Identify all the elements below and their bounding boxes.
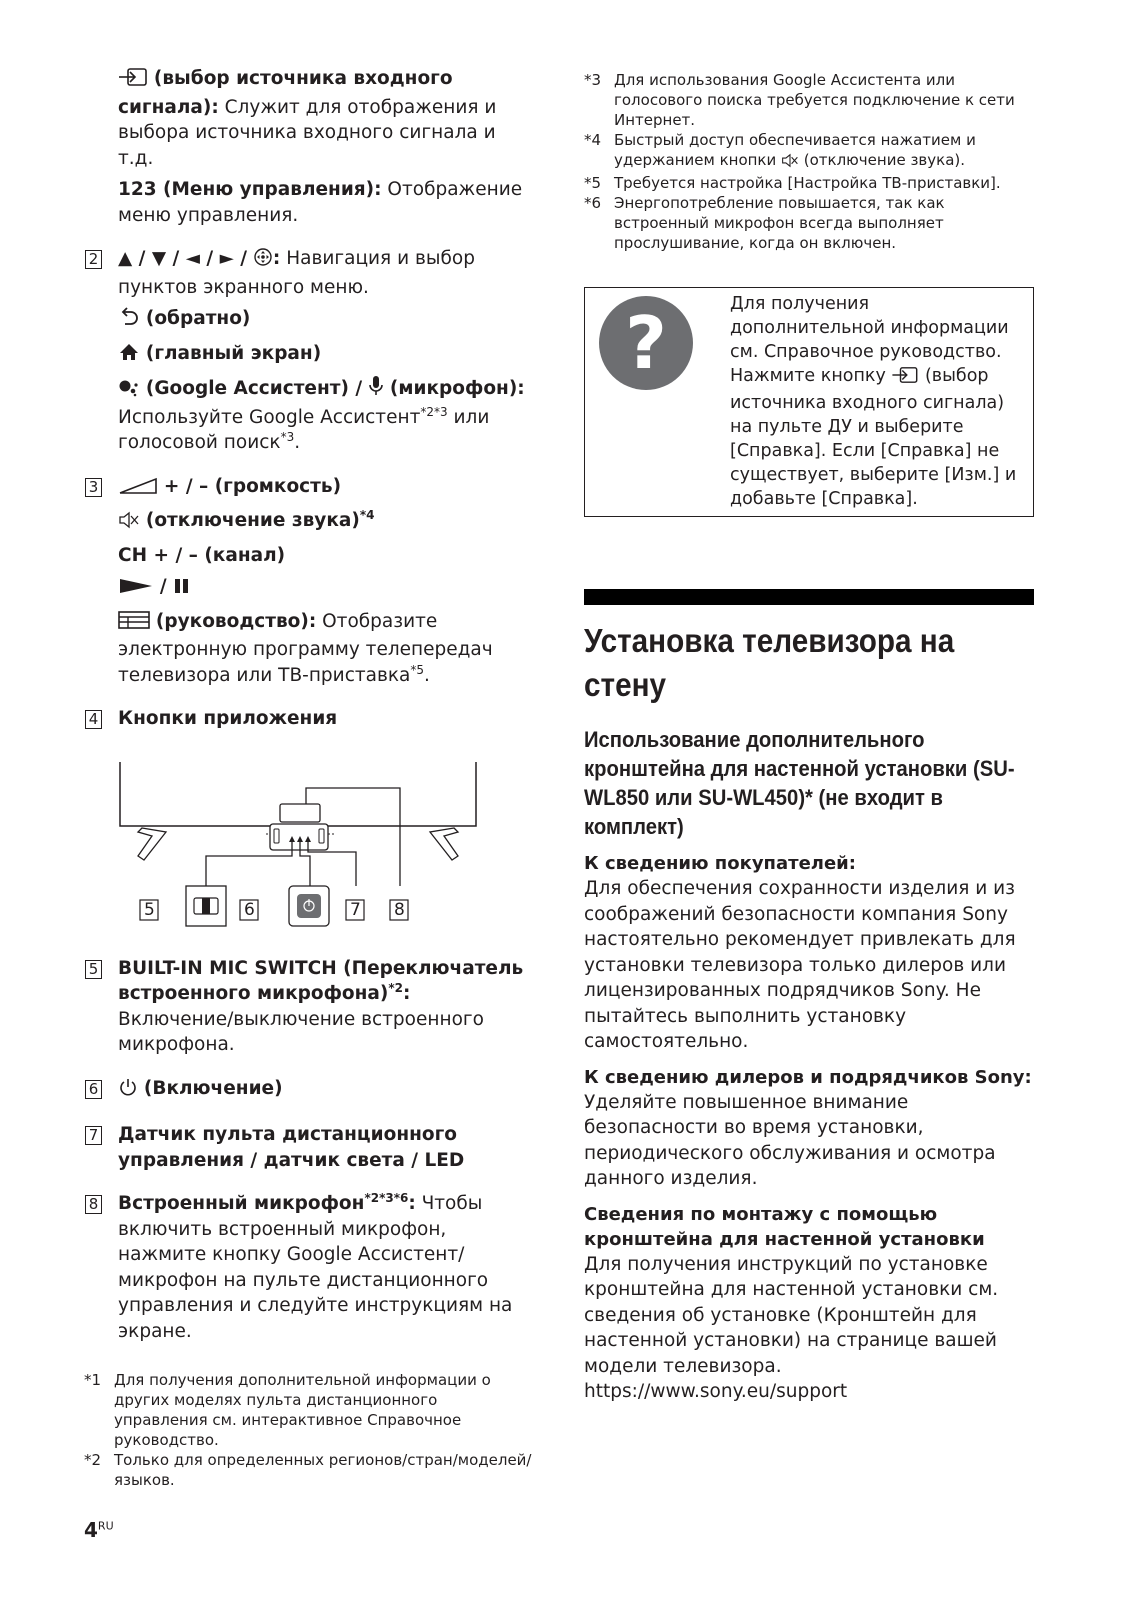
- footnote-text: Энергопотребление повышается, так как встроенный микрофон всегда выполняет прослушивание, когда он включен.: [614, 194, 945, 252]
- footnote-text: Для использования Google Ассистента или голосового поиска требуется подключение к сети Интернет.: [614, 71, 1015, 129]
- assistant-label: (Google Ассистент) /: [145, 378, 363, 399]
- right-column: [584, 70, 1034, 1405]
- item-number: 4: [85, 710, 102, 729]
- input-select-desc: Служит для отображения и выбора источника входного сигнала и т.д.: [118, 96, 497, 169]
- help-info-text-end: (выбор источника входного сигнала) на пульте ДУ и выберите [Справка]. Если [Справка] не существует, выберите [Изм.] и добавьте [Справка].: [730, 366, 1017, 509]
- navigation-arrows-label: ▲ / ▼ / ◄ / ► /: [118, 248, 248, 269]
- item-7: [84, 1122, 534, 1173]
- channel-label: CH + / – (канал): [118, 544, 286, 566]
- footnote-1: [84, 1370, 534, 1450]
- item-number: 5: [85, 960, 102, 979]
- guide-label: (руководство):: [155, 610, 317, 632]
- customers-heading: К сведению покупателей:: [584, 853, 856, 874]
- builtin-mic-label: Встроенный микрофон: [118, 1193, 365, 1214]
- microphone-icon: [368, 375, 384, 405]
- google-assistant-icon: [118, 377, 140, 405]
- control-menu-desc: Отображение меню управления.: [118, 179, 523, 226]
- mic-switch-desc: Включение/выключение встроенного микрофона.: [118, 1008, 484, 1055]
- footnote-mark: *6: [584, 194, 602, 212]
- mute-footnote-ref: *4: [359, 507, 375, 522]
- assistant-desc-end: .: [294, 432, 301, 453]
- input-select-entry: [84, 66, 534, 228]
- control-menu-label: 123 (Меню управления):: [118, 179, 382, 200]
- builtin-mic-desc: Чтобы включить встроенный микрофон, нажмите кнопку Google Ассистент/микрофон на пульте дистанционного управления и следуйте инструкциям на экране.: [118, 1193, 513, 1342]
- item-number: 3: [85, 478, 102, 497]
- footnote-mark: *1: [84, 1371, 102, 1389]
- footnote-text: Быстрый доступ обеспечивается нажатием и удержанием кнопки: [614, 131, 976, 169]
- footnote-mark: *4: [584, 131, 602, 149]
- assistant-desc-2: или голосовой поиск: [118, 406, 490, 453]
- figure-label-5: 5: [144, 899, 155, 920]
- input-select-label: (выбор источника входного сигнала):: [118, 68, 453, 118]
- figure-label-8: 8: [394, 899, 405, 920]
- assistant-desc: Используйте Google Ассистент: [118, 406, 421, 428]
- app-buttons-label: Кнопки приложения: [118, 708, 338, 729]
- remote-sensor-label: Датчик пульта дистанционного управления / датчик света / LED: [118, 1124, 465, 1171]
- back-label: (обратно): [145, 308, 251, 329]
- footnote-3: [584, 70, 1034, 130]
- tv-buttons-diagram: [84, 740, 534, 940]
- mic-switch-colon: :: [403, 983, 411, 1004]
- figure-label-7: 7: [350, 899, 361, 920]
- guide-desc-end: .: [424, 664, 430, 686]
- item-number: 2: [85, 250, 102, 269]
- section-title: Установка телевизора на стену: [584, 622, 955, 703]
- voice-search-footnote-ref: *3: [280, 429, 295, 444]
- item-number: 8: [85, 1195, 102, 1214]
- home-icon: [118, 342, 140, 370]
- input-select-icon: [891, 366, 919, 391]
- footnote-6: [584, 193, 1034, 253]
- mute-icon: [781, 153, 799, 173]
- footnote-text: Для получения дополнительной информации о других моделях пульта дистанционного управления см. интерактивное Справочное руководство.: [114, 1371, 491, 1449]
- item-4: [84, 706, 534, 732]
- volume-label: + / – (громкость): [163, 475, 342, 497]
- item-6: [84, 1076, 534, 1105]
- microphone-label: (микрофон):: [389, 378, 525, 399]
- page-number-value: 4: [84, 1518, 98, 1542]
- item-3: 3 + / – (громкость) (отключение звука)$^{*4}$ CH + / – (канал) / (руководство): Отобразите электронную программу телепередач телевизора или ТВ-приставка$^{*5}$.: [84, 474, 534, 689]
- figure-label-6: 6: [244, 899, 255, 920]
- play-icon: [118, 577, 154, 603]
- footnote-5: [584, 173, 1034, 193]
- home-label: (главный экран): [145, 342, 322, 364]
- help-info-text-start: Для получения дополнительной информации см. Справочное руководство. Нажмите кнопку: [730, 294, 1009, 386]
- mute-label: (отключение звука): [145, 510, 360, 531]
- pause-icon: [173, 577, 191, 603]
- page-language: RU: [97, 1519, 114, 1533]
- customers-text: Для обеспечения сохранности изделия и из соображений безопасности компания Sony настоятельно рекомендует привлекать для установки телевизора только дилеров или лицензированных подрядчиков Sony. Не пытайтесь выполнить установку самостоятельно.: [584, 878, 1016, 1052]
- builtin-mic-colon: :: [408, 1193, 416, 1214]
- mount-text: Для получения инструкций по установке кронштейна для настенной установки см. сведения об установке (Кронштейн для настенной установки) на странице вашей модели телевизора.: [584, 1253, 999, 1377]
- power-label: (Включение): [143, 1077, 283, 1099]
- footnote-mark: *5: [584, 174, 602, 192]
- guide-desc: Отобразите электронную программу телепередач телевизора или ТВ-приставка: [118, 610, 493, 686]
- mute-icon: [118, 511, 140, 537]
- help-info-box: [584, 287, 1034, 517]
- footnote-2: [84, 1450, 534, 1490]
- footnote-text: Требуется настройка [Настройка ТВ-приставки].: [614, 174, 1001, 192]
- power-icon: [118, 1077, 138, 1105]
- footnote-text: Только для определенных регионов/стран/моделей/языков.: [114, 1451, 532, 1489]
- footnote-mark: *3: [584, 71, 602, 89]
- back-icon: [118, 307, 140, 335]
- subsection-title: Использование дополнительного кронштейна для настенной установки (SU-WL850 или SU-WL450)* (не входит в комплект): [584, 727, 1015, 839]
- mic-switch-label: BUILT-IN MIC SWITCH (Переключатель встроенного микрофона): [118, 957, 524, 1004]
- item-number: 6: [85, 1080, 102, 1099]
- input-select-icon: [118, 67, 148, 95]
- dealers-heading: К сведению дилеров и подрядчиков Sony:: [584, 1066, 1032, 1088]
- support-url[interactable]: https://www.sony.eu/support: [584, 1381, 848, 1402]
- builtin-mic-footnote-ref: *2*3*6: [364, 1190, 409, 1205]
- guide-icon: [118, 610, 150, 638]
- item-number: 7: [85, 1126, 102, 1145]
- left-column: [84, 66, 534, 1490]
- volume-icon: [118, 477, 158, 503]
- guide-footnote-ref: *5: [410, 662, 425, 677]
- enter-circle-icon: [253, 247, 273, 275]
- page-number: [84, 1518, 114, 1544]
- mic-switch-footnote-ref: *2: [388, 980, 403, 995]
- navigation-desc: Навигация и выбор пунктов экранного меню.: [118, 248, 475, 298]
- item-8: [84, 1191, 534, 1344]
- dealers-text: Уделяйте повышенное внимание безопасности во время установки, периодического обслуживания и осмотра данного изделия.: [584, 1091, 996, 1189]
- section-divider-bar: [584, 589, 1034, 605]
- help-info-text: [730, 292, 1020, 511]
- item-2: 2 ▲ / ▼ / ◄ / ► / : Навигация и выбор пунктов экранного меню. (обратно) (главный экран) (Google Ассистент) / (микрофон): Используйте Google Ассистент$^{*2*3}$ или голосовой поиск$^{*3}$.: [84, 246, 534, 456]
- mount-heading: Сведения по монтажу с помощью кронштейна для настенной установки: [584, 1203, 985, 1250]
- question-icon: ?: [599, 296, 693, 390]
- footnote-4: [584, 130, 1034, 173]
- footnote-mark: *2: [84, 1451, 102, 1469]
- item-5: [84, 956, 534, 1058]
- assistant-footnote-ref: *2*3: [420, 404, 448, 419]
- footnote-text-end: (отключение звука).: [799, 151, 966, 169]
